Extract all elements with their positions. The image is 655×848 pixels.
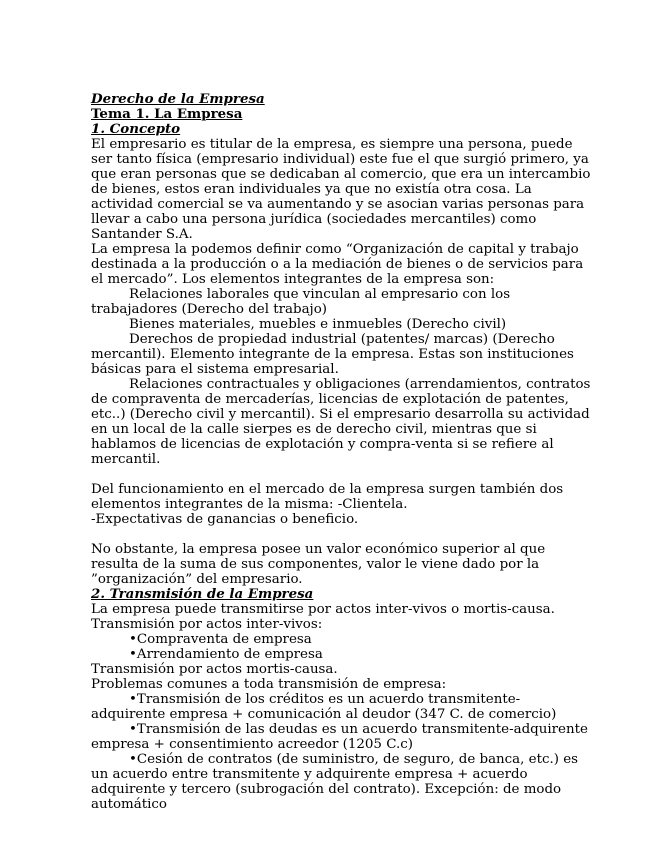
spacer	[91, 467, 591, 482]
paragraph: Del funcionamiento en el mercado de la empresa surgen también dos elementos integrantes de la misma: -Clientela.	[91, 482, 564, 512]
document-title: Derecho de la Empresa	[91, 91, 265, 107]
paragraph: Transmisión por actos inter-vivos:	[91, 617, 323, 632]
list-item: Derechos de propiedad industrial (patentes/ marcas) (Derecho mercantil). Elemento integrante de la empresa. Estas son instituciones básicas para el sistema empresarial.	[91, 332, 574, 377]
paragraph: La empresa puede transmitirse por actos inter-vivos o mortis-causa.	[91, 602, 555, 617]
paragraph: Transmisión por actos mortis-causa.	[91, 662, 338, 677]
paragraph: La empresa la podemos definir como “Organización de capital y trabajo destinada a la producción o a la mediación de bienes o de servicios para el mercado”. Los elementos integrantes de la empresa son:	[91, 242, 584, 287]
paragraph: No obstante, la empresa posee un valor económico superior al que resulta de la suma de sus componentes, valor le viene dado por la ”organización” del empresario.	[91, 542, 546, 587]
document-page	[91, 92, 591, 812]
list-item: Bienes materiales, muebles e inmuebles (Derecho civil)	[129, 317, 507, 332]
paragraph: Problemas comunes a toda transmisión de empresa:	[91, 677, 447, 692]
paragraph: El empresario es titular de la empresa, es siempre una persona, puede ser tanto física (empresario individual) este fue el que surgió primero, ya que eran personas que se dedicaban al comercio, que era un intercambio de bienes, estos eran individuales ya que no existía otra cosa. La actividad comercial se va aumentando y se asocian varias personas para llevar a cabo una persona jurídica (sociedades mercantiles) como Santander S.A.	[91, 137, 591, 242]
paragraph: -Expectativas de ganancias o beneficio.	[91, 512, 359, 527]
section-heading-concepto: 1. Concepto	[91, 121, 181, 137]
section-heading-transmision: 2. Transmisión de la Empresa	[91, 586, 314, 602]
bullet-item: •Transmisión de los créditos es un acuerdo transmitente-adquirente empresa + comunicación al deudor (347 C. de comercio)	[91, 692, 557, 722]
bullet-item: •Cesión de contratos (de suministro, de seguro, de banca, etc.) es un acuerdo entre transmitente y adquirente empresa + acuerdo adquirente y tercero (subrogación del contrato). Excepción: de modo automático	[91, 752, 579, 812]
spacer	[91, 527, 591, 542]
list-item: Relaciones contractuales y obligaciones (arrendamientos, contratos de compraventa de mercaderías, licencias de explotación de patentes, etc..) (Derecho civil y mercantil). Si el empresario desarrolla su actividad en un local de la calle sierpes es de derecho civil, mientras que si hablamos de licencias de explotación y compra-venta si se refiere al mercantil.	[91, 377, 591, 467]
topic-heading: Tema 1. La Empresa	[91, 106, 243, 122]
bullet-item: •Compraventa de empresa	[129, 632, 312, 647]
list-item: Relaciones laborales que vinculan al empresario con los trabajadores (Derecho del trabajo)	[91, 287, 511, 317]
bullet-item: •Transmisión de las deudas es un acuerdo transmitente-adquirente empresa + consentimiento acreedor (1205 C.c)	[91, 722, 588, 752]
bullet-item: •Arrendamiento de empresa	[129, 647, 323, 662]
